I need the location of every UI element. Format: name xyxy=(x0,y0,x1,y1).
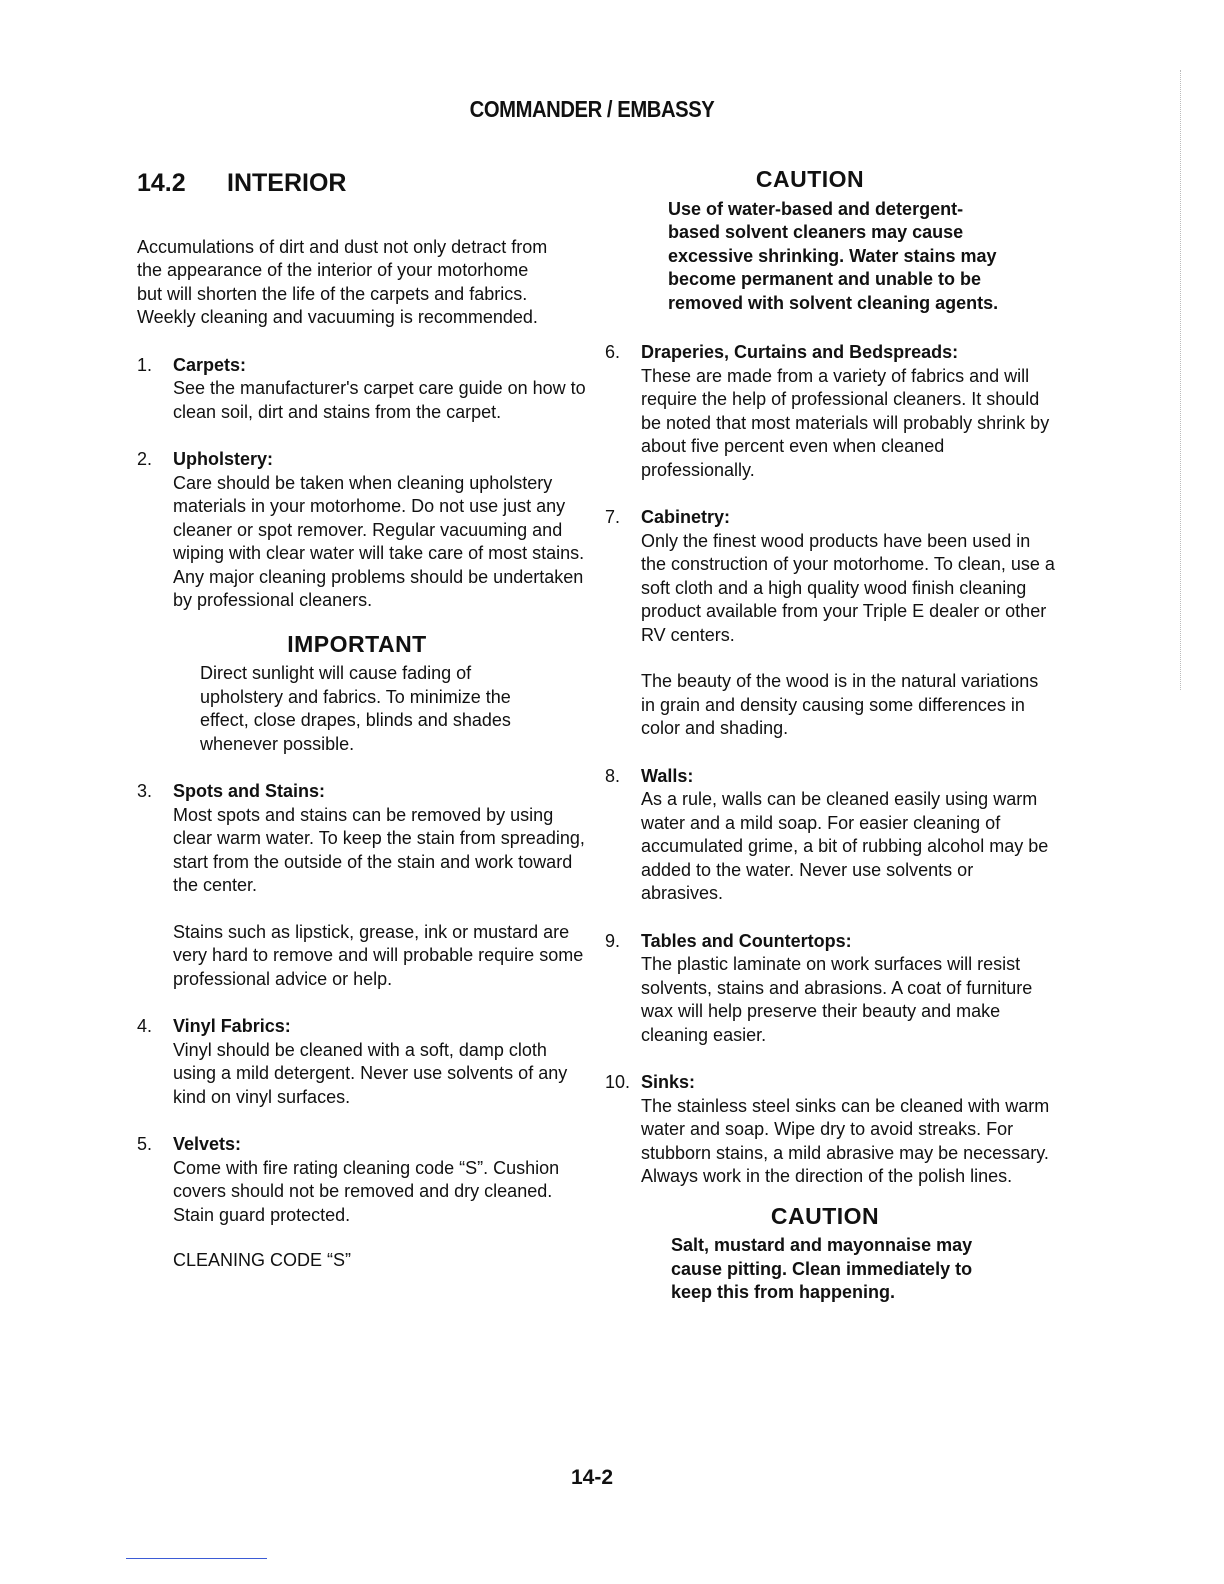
item-number: 9. xyxy=(605,930,621,951)
item-title: Upholstery: xyxy=(173,449,274,469)
item-title: Carpets: xyxy=(173,354,247,375)
section-heading xyxy=(137,169,587,197)
intro-paragraph: Accumulations of dirt and dust not only detract from the appearance of the interior of your motorhome but will shorten the life of the carpets and fabrics. Weekly cleaning and vacuuming is recommended. xyxy=(137,236,548,327)
item-text: The beauty of the wood is in the natural variations in grain and density causing some differences in color and shading. xyxy=(641,671,1039,738)
item-text: These are made from a variety of fabrics and will require the help of professional cleaners. It should be noted that most materials will probably shrink by about five percent even when cleaned professionally. xyxy=(641,365,1050,480)
item-number: 7. xyxy=(605,507,621,527)
item-title: Tables and Countertops: xyxy=(641,930,852,951)
item-text: Most spots and stains can be removed by using clear warm water. To keep the stain from spreading, start from the outside of the stain and work toward the center. xyxy=(173,804,585,895)
left-column xyxy=(137,169,587,1273)
item-title: Spots and Stains: xyxy=(173,781,326,801)
item-title: Sinks: xyxy=(641,1072,696,1092)
caution-title: CAUTION xyxy=(755,166,865,192)
item-title: Velvets: xyxy=(173,1134,242,1154)
item-number: 1. xyxy=(137,354,153,375)
item-title: Draperies, Curtains and Bedspreads: xyxy=(641,342,959,362)
item-title: Walls: xyxy=(641,765,694,786)
item-number: 8. xyxy=(605,765,621,786)
item-number: 2. xyxy=(137,449,153,469)
item-text: The plastic laminate on work surfaces will resist solvents, stains and abrasions. A coat of furniture wax will help preserve their beauty and make cleaning easier. xyxy=(641,954,1033,1045)
caution-text: Use of water-based and detergent-based solvent cleaners may cause excessive shrinking. Water stains may become permanent and unable to be removed with solvent cleaning agents. xyxy=(668,198,999,313)
list-item xyxy=(605,341,1055,482)
page-number xyxy=(0,1466,1224,1490)
item-text: The stainless steel sinks can be cleaned with warm water and soap. Wipe dry to avoid streaks. For stubborn stains, a mild abrasive may be necessary. Always work in the direction of the polish lines. xyxy=(641,1095,1050,1186)
item-number: 5. xyxy=(137,1134,153,1154)
item-title: Vinyl Fabrics: xyxy=(173,1016,291,1036)
item-number: 6. xyxy=(605,342,621,362)
bottom-rule xyxy=(126,1558,267,1559)
item-text: See the manufacturer's carpet care guide on how to clean soil, dirt and stains from the carpet. xyxy=(173,378,586,422)
list-item xyxy=(137,448,587,613)
item-number: 10. xyxy=(605,1072,631,1092)
item-text: As a rule, walls can be cleaned easily using warm water and a mild soap. For easier cleaning of accumulated grime, a bit of rubbing alcohol may be added to the water. Never use solvents or abrasives. xyxy=(641,789,1049,903)
item-text: Come with fire rating cleaning code “S”. Cushion covers should not be removed and dry cleaned. Stain guard protected. xyxy=(173,1157,560,1225)
page-number-text: 14-2 xyxy=(570,1466,614,1489)
list-item xyxy=(605,765,1055,906)
list-item xyxy=(137,1133,587,1227)
item-text: Stains such as lipstick, grease, ink or mustard are very hard to remove and will probable require some professional advice or help. xyxy=(173,921,584,989)
scan-edge-marks xyxy=(1180,70,1187,690)
section-number: 14.2 xyxy=(137,169,186,197)
list-item xyxy=(605,1071,1055,1189)
cleaning-code-label: CLEANING CODE “S” xyxy=(173,1250,352,1270)
item-title: Cabinetry: xyxy=(641,507,731,527)
right-column xyxy=(605,164,1055,1305)
list-item xyxy=(605,930,1055,1048)
list-item xyxy=(137,1015,587,1109)
item-text: Only the finest wood products have been used in the construction of your motorhome. To clean, use a soft cloth and a high quality wood finish cleaning product available from your Triple E dealer or other RV centers. xyxy=(641,530,1055,645)
list-item xyxy=(137,780,587,991)
page-header: COMMANDER / EMBASSY xyxy=(469,96,715,122)
item-text: Care should be taken when cleaning upholstery materials in your motorhome. Do not use just any cleaner or spot remover. Regular vacuuming and wiping with clear water will take care of most stains. Any major cleaning problems should be undertaken by professional cleaners. xyxy=(173,472,585,610)
list-item xyxy=(605,506,1055,741)
caution-title: CAUTION xyxy=(770,1202,880,1229)
important-title: IMPORTANT xyxy=(287,630,427,657)
important-text: Direct sunlight will cause fading of upholstery and fabrics. To minimize the effect, close drapes, blinds and shades whenever possible. xyxy=(200,663,511,754)
item-number: 3. xyxy=(137,781,153,801)
caution-text: Salt, mustard and mayonnaise may cause pitting. Clean immediately to keep this from happening. xyxy=(671,1235,973,1302)
section-title: INTERIOR xyxy=(227,169,347,197)
item-number: 4. xyxy=(137,1016,153,1036)
item-text: Vinyl should be cleaned with a soft, damp cloth using a mild detergent. Never use solvents of any kind on vinyl surfaces. xyxy=(173,1039,568,1107)
list-item xyxy=(137,354,587,425)
